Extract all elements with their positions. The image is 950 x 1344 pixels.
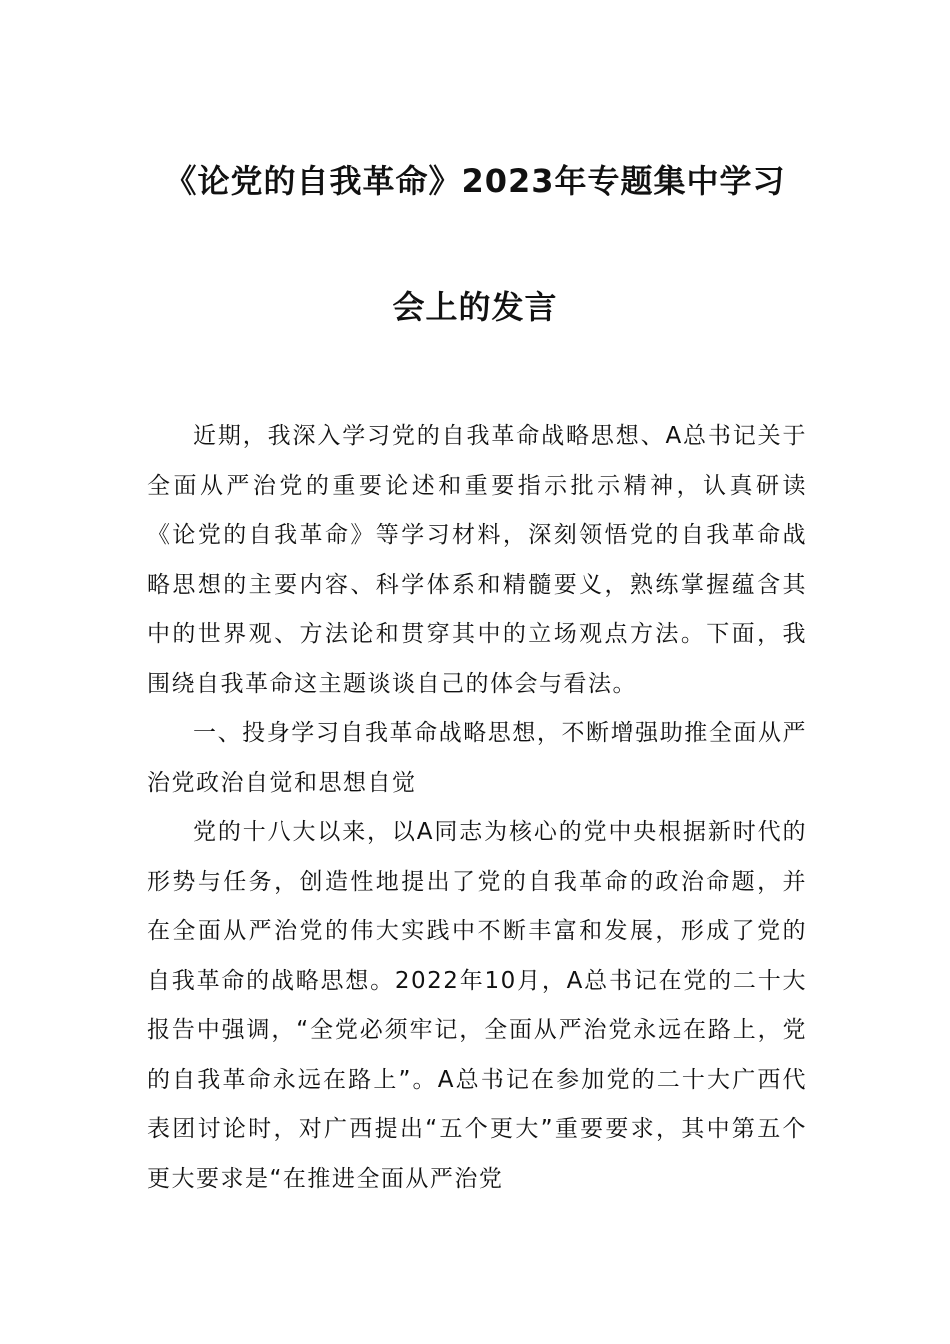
- paragraph-section-1: 党的十八大以来，以A同志为核心的党中央根据新时代的形势与任务，创造性地提出了党的自我革命的政治命题，并在全面从严治党的伟大实践中不断丰富和发展，形成了党的自我革命的战略思想。2022年10月，A总书记在党的二十大报告中强调，“全党必须牢记，全面从严治党永远在路上，党的自我革命永远在路上”。A总书记在参加党的二十大广西代表团讨论时，对广西提出“五个更大”重要要求，其中第五个更大要求是“在推进全面从严治党: [147, 819, 807, 1192]
- paragraph-intro: 近期，我深入学习党的自我革命战略思想、A总书记关于全面从严治党的重要论述和重要指示批示精神，认真研读《论党的自我革命》等学习材料，深刻领悟党的自我革命战略思想的主要内容、科学体系和精髓要义，熟练掌握蕴含其中的世界观、方法论和贯穿其中的立场观点方法。下面，我围绕自我革命这主题谈谈自己的体会与看法。: [147, 423, 807, 697]
- document-body: [147, 412, 807, 1204]
- document-title-line-2: 会上的发言: [392, 288, 558, 326]
- document-title-line-1: 《论党的自我革命》2023年专题集中学习: [164, 162, 786, 200]
- section-heading-1: 一、投身学习自我革命战略思想，不断增强助推全面从严治党政治自觉和思想自觉: [147, 720, 807, 796]
